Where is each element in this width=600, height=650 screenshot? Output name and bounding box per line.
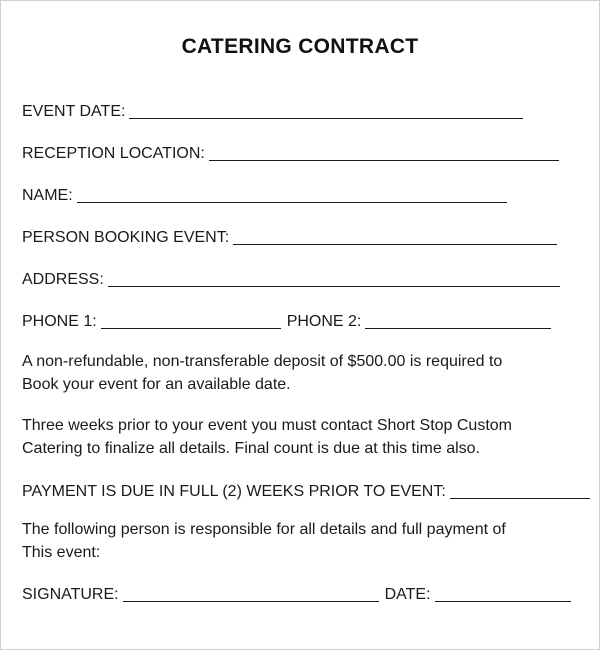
event-date-label: EVENT DATE: [22, 103, 126, 120]
responsible-line-1: The following person is responsible for all details and full payment of [22, 521, 506, 538]
signature-label: SIGNATURE: [22, 586, 119, 603]
phone1-label: PHONE 1: [22, 313, 97, 330]
deposit-line-2: Book your event for an available date. [22, 376, 291, 393]
contract-title: CATERING CONTRACT [181, 35, 419, 58]
name-label: NAME: [22, 187, 73, 204]
person-booking-line[interactable] [233, 244, 557, 245]
payment-row [22, 478, 590, 502]
phone2-label: PHONE 2: [286, 313, 362, 330]
address-line[interactable] [108, 286, 560, 287]
signature-row [22, 581, 571, 605]
phone-row [22, 308, 551, 332]
name-row [22, 182, 507, 206]
address-row [22, 266, 560, 290]
address-label: ADDRESS: [22, 271, 104, 288]
date-line[interactable] [435, 601, 571, 602]
contact-line-2: Catering to finalize all details. Final count is due at this time also. [22, 440, 481, 457]
reception-location-label: RECEPTION LOCATION: [22, 145, 205, 162]
date-label: DATE: [384, 586, 431, 603]
contact-paragraph [22, 414, 588, 460]
payment-line[interactable] [450, 498, 590, 499]
contact-line-1: Three weeks prior to your event you must contact Short Stop Custom [22, 417, 512, 434]
payment-label: PAYMENT IS DUE IN FULL (2) WEEKS PRIOR TO EVENT: [22, 483, 446, 500]
event-date-line[interactable] [129, 118, 523, 119]
signature-line[interactable] [123, 601, 379, 602]
responsible-paragraph [22, 518, 588, 564]
reception-location-line[interactable] [209, 160, 559, 161]
deposit-paragraph [22, 350, 588, 396]
responsible-line-2: This event: [22, 544, 101, 561]
phone2-line[interactable] [365, 328, 551, 329]
event-date-row [22, 98, 523, 122]
deposit-line-1: A non-refundable, non-transferable deposit of $500.00 is required to [22, 353, 503, 370]
phone1-line[interactable] [101, 328, 281, 329]
person-booking-label: PERSON BOOKING EVENT: [22, 229, 230, 246]
person-booking-row [22, 224, 557, 248]
name-line[interactable] [77, 202, 507, 203]
reception-location-row [22, 140, 559, 164]
